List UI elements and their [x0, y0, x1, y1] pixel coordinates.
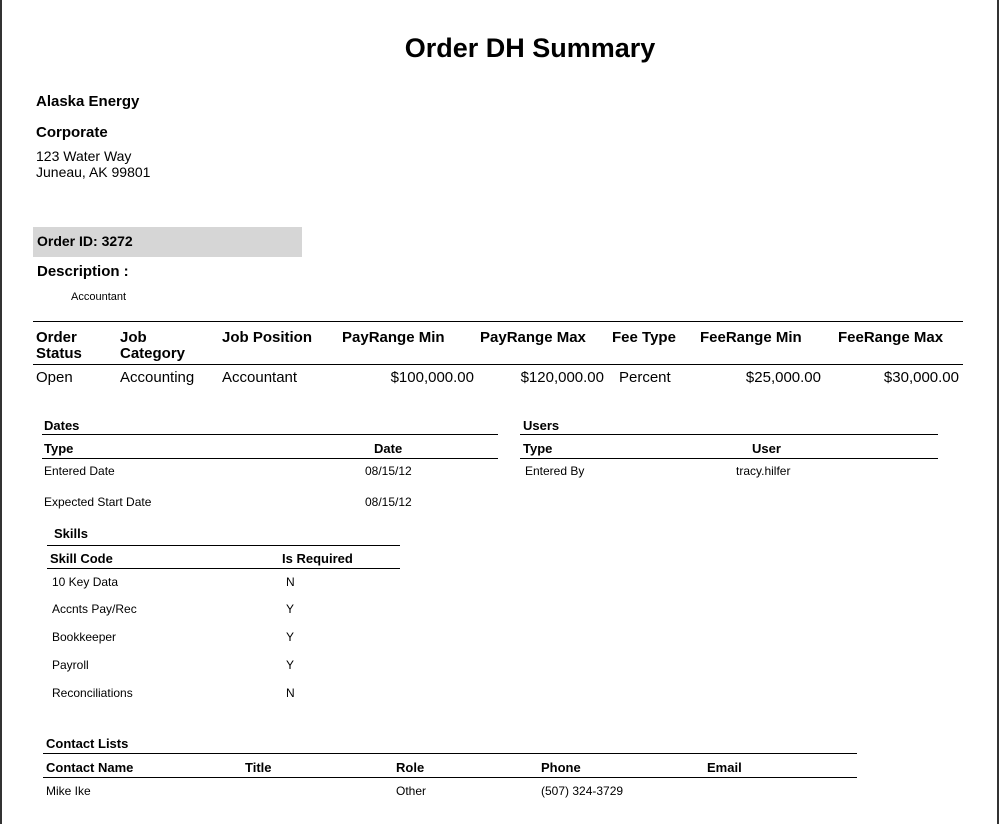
header-fee-type: Fee Type	[612, 329, 676, 346]
users-col-user: User	[752, 441, 781, 456]
contacts-row-role: Other	[396, 784, 427, 798]
contacts-col-email: Email	[707, 760, 742, 775]
company-name: Alaska Energy	[36, 93, 140, 110]
contacts-row-name: Mike Ike	[46, 784, 91, 798]
cell-feerange-min: $25,000.00	[745, 369, 821, 386]
skills-row-code: 10 Key Data	[52, 575, 119, 589]
skills-row-required: N	[286, 686, 295, 700]
contacts-col-name: Contact Name	[46, 760, 134, 775]
contacts-section-title: Contact Lists	[46, 736, 129, 751]
header-job-position: Job Position	[222, 329, 312, 346]
description-value: Accountant	[71, 291, 127, 303]
header-feerange-min: FeeRange Min	[700, 329, 802, 346]
skills-row-code: Reconciliations	[52, 686, 133, 700]
dates-row-date: 08/15/12	[365, 495, 412, 509]
cell-fee-type: Percent	[619, 369, 671, 386]
skills-section-title: Skills	[54, 526, 88, 541]
header-order-status: Order Status	[36, 329, 82, 362]
cell-job-position: Accountant	[222, 369, 298, 386]
skills-header-rule	[47, 568, 400, 569]
skills-row-code: Bookkeeper	[52, 630, 117, 644]
cell-job-category: Accounting	[120, 369, 195, 386]
skills-row-required: Y	[286, 602, 295, 616]
contacts-col-role: Role	[396, 760, 425, 775]
dates-title-rule	[42, 434, 498, 435]
contacts-col-phone: Phone	[541, 760, 581, 775]
main-table-top-rule	[33, 321, 963, 322]
contacts-col-title: Title	[245, 760, 272, 775]
skills-row-required: Y	[286, 630, 295, 644]
users-row-type: Entered By	[525, 464, 585, 478]
users-header-rule	[520, 458, 938, 459]
order-id: Order ID: 3272	[37, 233, 133, 249]
dates-row-date: 08/15/12	[365, 464, 412, 478]
header-job-category: Job Category	[120, 329, 186, 362]
skills-col-code: Skill Code	[50, 551, 113, 566]
users-section-title: Users	[523, 418, 560, 433]
dates-row-type: Entered Date	[44, 464, 115, 478]
report-title: Order DH Summary	[404, 33, 656, 63]
users-row-user: tracy.hilfer	[736, 464, 791, 478]
users-title-rule	[520, 434, 938, 435]
skills-row-code: Accnts Pay/Rec	[52, 602, 137, 616]
dates-header-rule	[42, 458, 498, 459]
skills-title-rule	[47, 545, 400, 546]
cell-feerange-max: $30,000.00	[883, 369, 959, 386]
cell-payrange-min: $100,000.00	[390, 369, 474, 386]
address-line-2: Juneau, AK 99801	[36, 164, 151, 180]
dates-row-type: Expected Start Date	[44, 495, 152, 509]
description-label: Description :	[37, 263, 129, 280]
dates-col-type: Type	[44, 441, 74, 456]
contacts-header-rule	[43, 777, 857, 778]
header-payrange-min: PayRange Min	[342, 329, 445, 346]
contacts-title-rule	[43, 753, 857, 754]
main-table-header-rule	[33, 364, 963, 365]
contacts-row-phone: (507) 324-3729	[541, 784, 624, 798]
company-address	[36, 148, 150, 180]
cell-order-status: Open	[36, 369, 73, 386]
division-name: Corporate	[36, 124, 108, 141]
cell-payrange-max: $120,000.00	[520, 369, 604, 386]
users-col-type: Type	[523, 441, 553, 456]
skills-row-code: Payroll	[52, 658, 89, 672]
skills-row-required: Y	[286, 658, 295, 672]
skills-row-required: N	[286, 575, 295, 589]
dates-col-date: Date	[374, 441, 403, 456]
address-line-1: 123 Water Way	[36, 148, 132, 164]
skills-col-required: Is Required	[282, 551, 353, 566]
dates-section-title: Dates	[44, 418, 80, 433]
header-payrange-max: PayRange Max	[480, 329, 586, 346]
header-feerange-max: FeeRange Max	[838, 329, 944, 346]
